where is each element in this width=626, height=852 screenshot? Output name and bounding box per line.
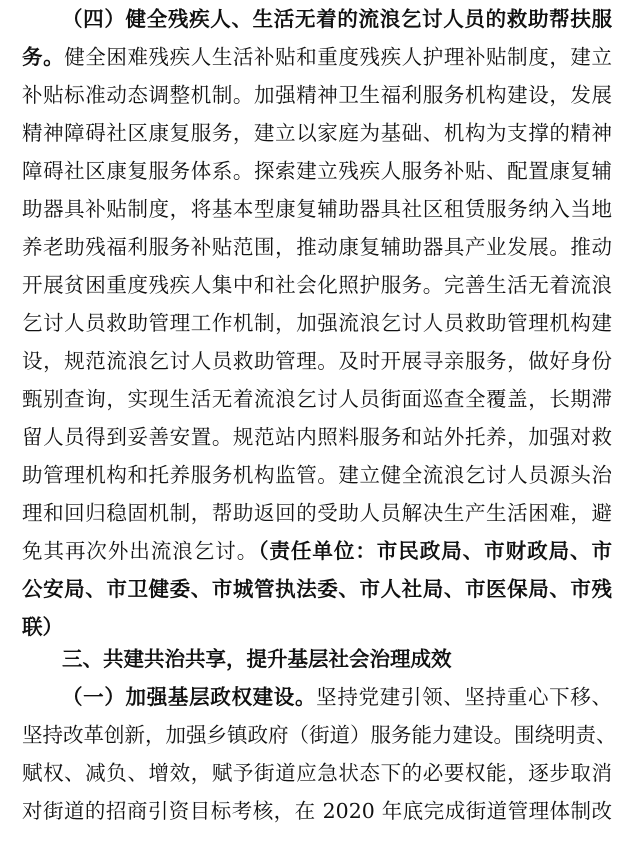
para-4-line-15 (22, 532, 612, 570)
para-4-lead: （四）健全残疾人、生活无着的流浪乞讨人员的救助帮扶服 (62, 7, 612, 31)
para-1-line-1 (62, 678, 612, 716)
responsible-units-part1: （责任单位：市民政局、市财政局、市 (258, 539, 613, 563)
para-4-line-5: 障碍社区康复服务体系。探索建立残疾人服务补贴、配置康复辅 (22, 159, 612, 183)
para-1-lead-rest: 坚持党建引领、坚持重心下移、 (316, 685, 613, 709)
para-4-line-6: 助器具补贴制度，将基本型康复辅助器具社区租赁服务纳入当地 (22, 197, 612, 221)
para-4-line-4: 精神障碍社区康复服务，建立以家庭为基础、机构为支撑的精神 (22, 121, 612, 145)
para-4-line-7: 养老助残福利服务补贴范围，推动康复辅助器具产业发展。推动 (22, 235, 612, 259)
para-4-line-14: 理和回归稳固机制，帮助返回的受助人员解决生产生活困难，避 (22, 501, 612, 525)
para-4-line-10: 设，规范流浪乞讨人员救助管理。及时开展寻亲服务，做好身份 (22, 349, 612, 373)
responsible-units-line-3: 联） (22, 615, 63, 639)
para-1-line-3: 赋权、减负、增效，赋予街道应急状态下的必要权能，逐步取消 (22, 761, 612, 785)
para-4-text-end: 免其再次外出流浪乞讨。 (22, 539, 259, 563)
para-4-line-12: 留人员得到妥善安置。规范站内照料服务和站外托养，加强对救 (22, 425, 612, 449)
para-4-line-2 (22, 38, 612, 76)
para-4-line-13: 助管理机构和托养服务机构监管。建立健全流浪乞讨人员源头治 (22, 463, 612, 487)
para-4-line-3: 补贴标准动态调整机制。加强精神卫生福利服务机构建设，发展 (22, 83, 612, 107)
para-4-line-11: 甄别查询，实现生活无着流浪乞讨人员街面巡查全覆盖，长期滞 (22, 387, 612, 411)
responsible-units-line-2: 公安局、市卫健委、市城管执法委、市人社局、市医保局、市残 (22, 577, 612, 601)
para-4-lead-cont: 务。 (22, 45, 65, 69)
para-4-text: 健全困难残疾人生活补贴和重度残疾人护理补贴制度，建立 (64, 45, 613, 69)
para-1-lead: （一）加强基层政权建设。 (62, 685, 317, 709)
para-1-line-2: 坚持改革创新，加强乡镇政府（街道）服务能力建设。围绕明责、 (22, 723, 617, 747)
para-4-line-1 (62, 0, 612, 38)
section-3-heading: 三、共建共治共享，提升基层社会治理成效 (62, 647, 452, 671)
para-4-line-8: 开展贫困重度残疾人集中和社会化照护服务。完善生活无着流浪 (22, 273, 612, 297)
para-1-line-4: 对街道的招商引资目标考核，在 2020 年底完成街道管理体制改 (22, 799, 612, 823)
para-4-line-9: 乞讨人员救助管理工作机制，加强流浪乞讨人员救助管理机构建 (22, 311, 612, 335)
